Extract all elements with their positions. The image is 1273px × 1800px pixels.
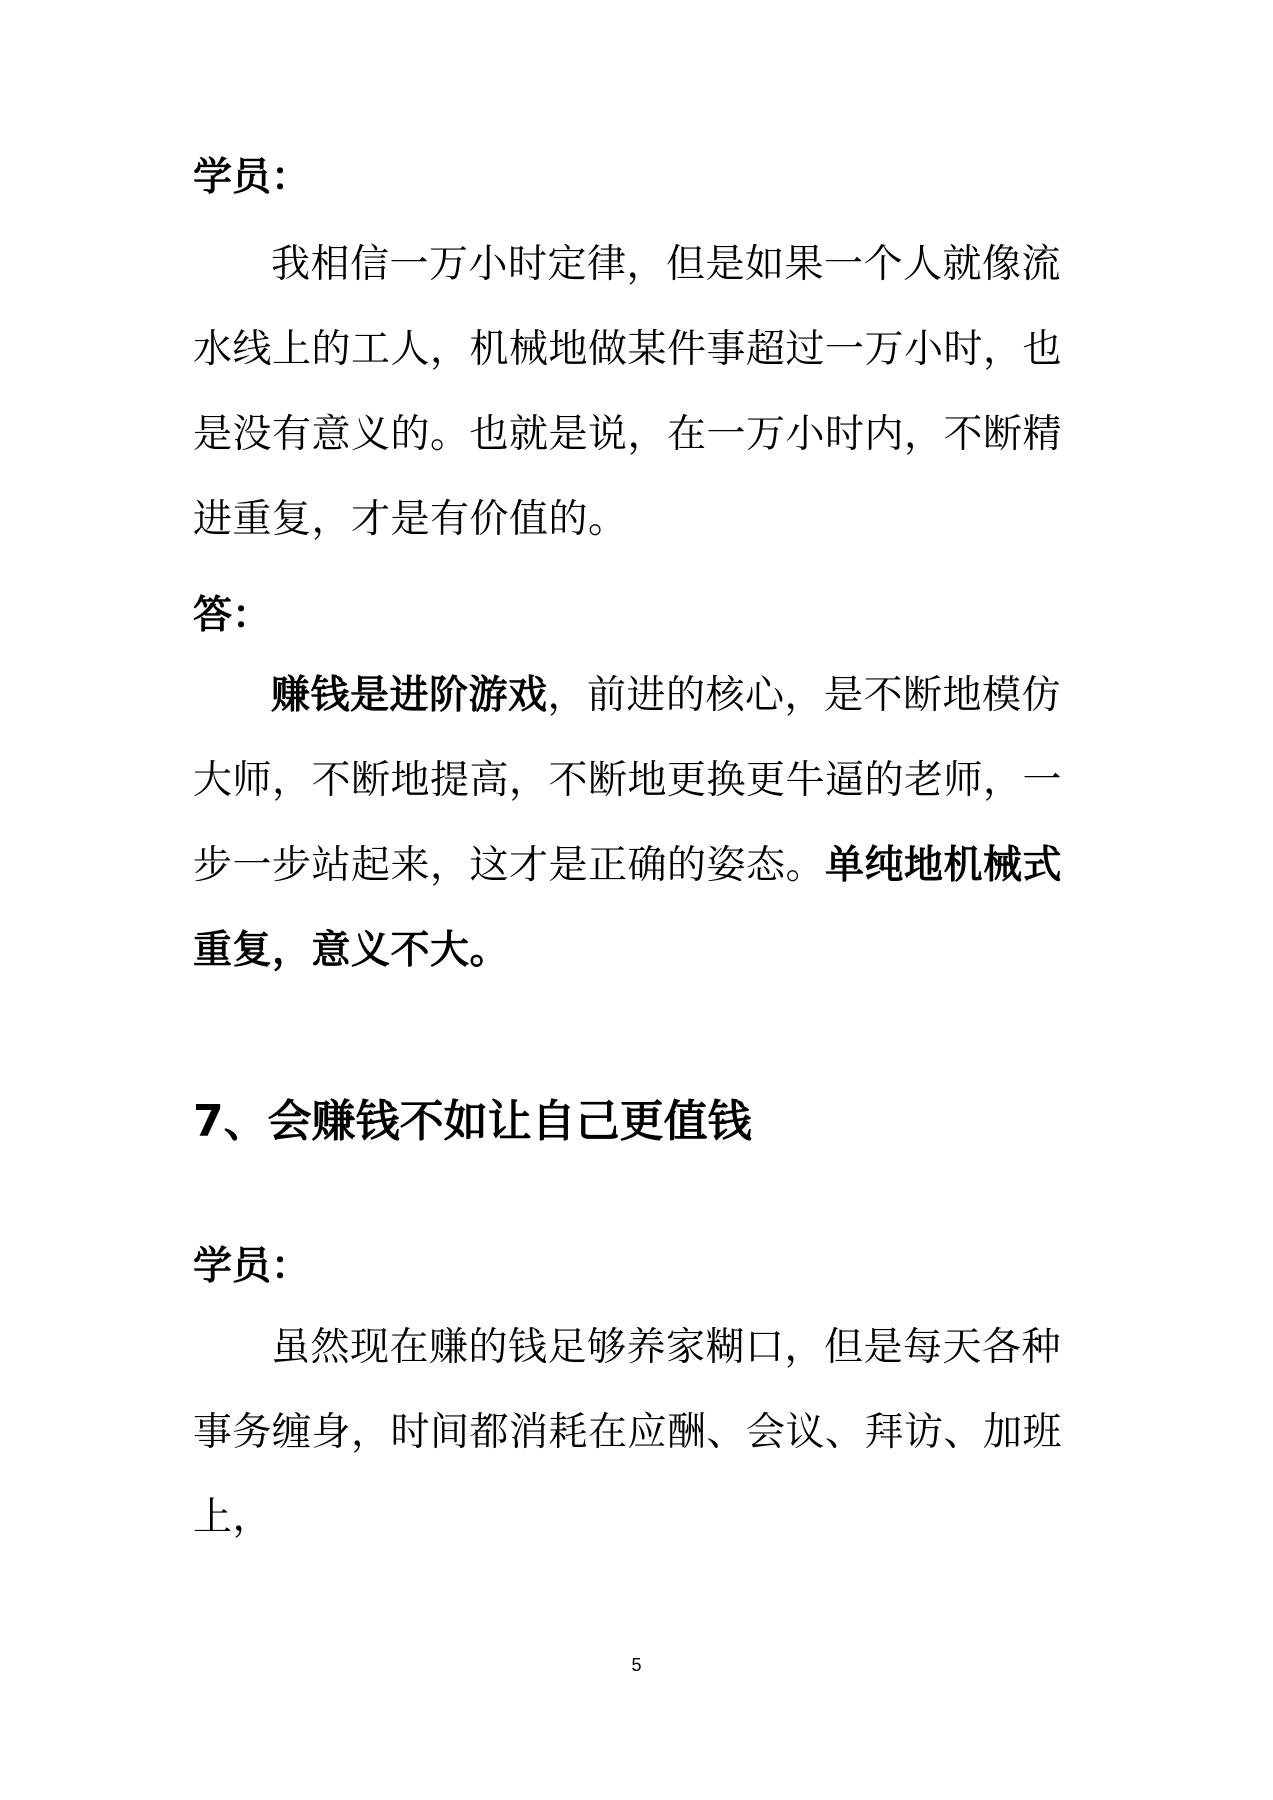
answer-paragraph [193,653,1083,993]
student-question-paragraph: 我相信一万小时定律，但是如果一个人就像流水线上的工人，机械地做某件事超过一万小时，也是没有意义的。也就是说，在一万小时内，不断精进重复，才是有价值的。 [193,242,1063,542]
section-heading: 7、会赚钱不如让自己更值钱 [193,1096,752,1147]
answer-bold-phrase: 赚钱是进阶游戏 [271,673,548,718]
student-label-2: 学员： [193,1244,311,1289]
answer-bold-conclusion: 单纯地机械式重复，意义不大。 [193,843,1063,973]
answer-label: 答： [193,593,272,638]
answer-text: ，前进的核心，是不断地模仿大师，不断地提高，不断地更换更牛逼的老师，一步一步站起来，这才是正确的姿态。 [193,673,1063,888]
student-label: 学员： [193,155,311,200]
page-number: 5 [631,1655,642,1675]
student-question-paragraph-2: 虽然现在赚的钱足够养家糊口，但是每天各种事务缠身，时间都消耗在应酬、会议、拜访、加班上， [193,1325,1063,1540]
